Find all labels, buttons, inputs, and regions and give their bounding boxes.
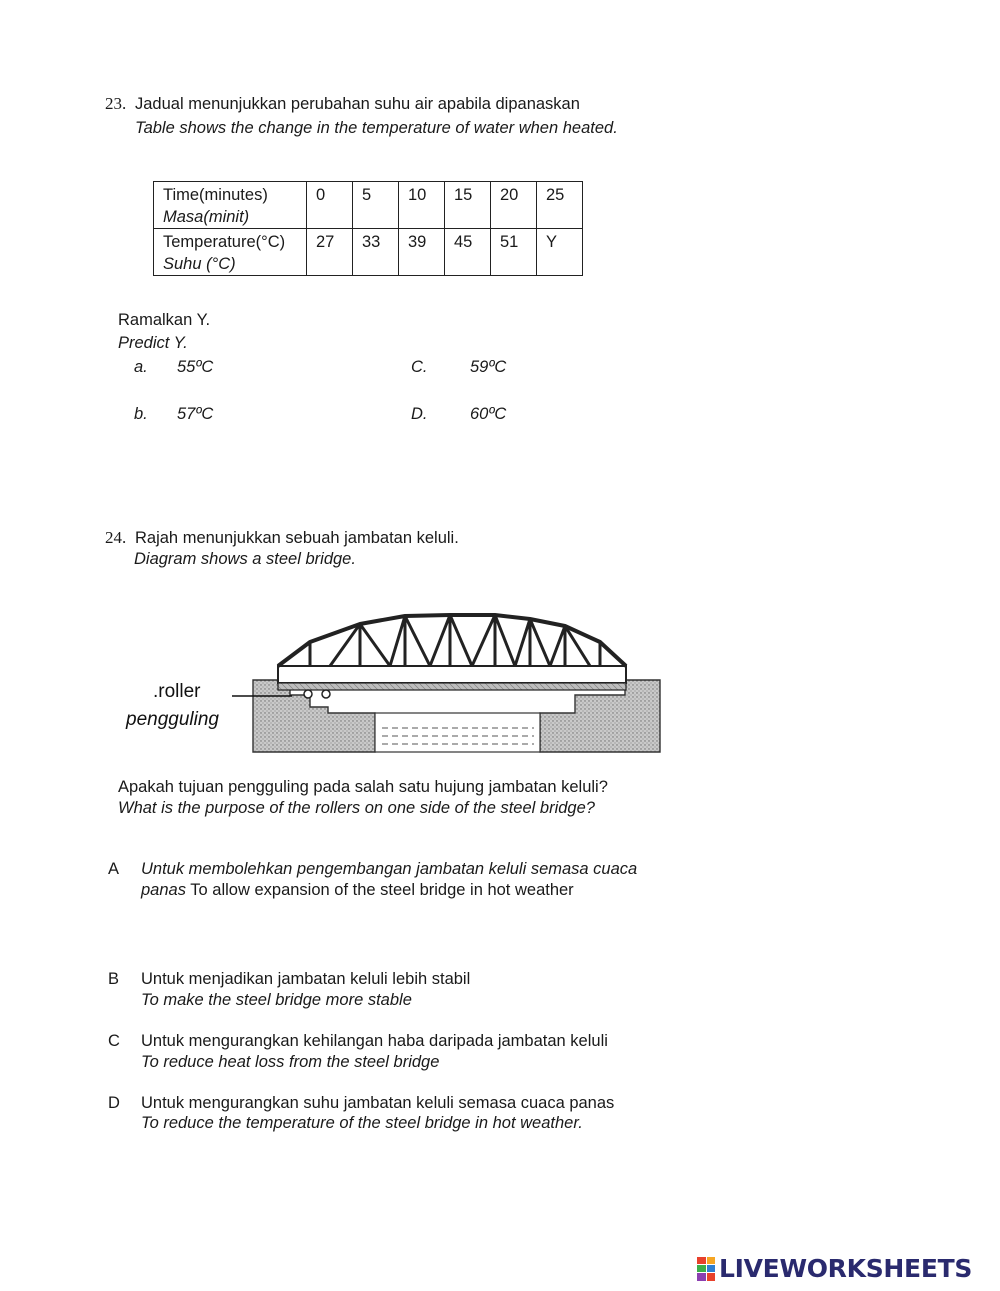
steel-bridge-diagram: [120, 600, 680, 770]
rollers: [304, 690, 330, 698]
q24-option-ms[interactable]: Untuk mengurangkan suhu jambatan keluli semasa cuaca panas: [141, 1094, 615, 1112]
temperature-label-ms: Suhu (°C): [163, 255, 236, 273]
river: [375, 713, 540, 752]
q24-option-en[interactable]: To reduce heat loss from the steel bridge: [141, 1053, 440, 1071]
q24-option-a-line2-en: To allow expansion of the steel bridge in hot weather: [190, 881, 574, 899]
q24-question-ms: Apakah tujuan pengguling pada salah satu hujung jambatan keluli?: [118, 778, 608, 796]
q23-option-text[interactable]: 59ºC: [470, 358, 507, 376]
q23-number: 23.: [105, 94, 127, 113]
right-abutment: [540, 680, 660, 752]
logo-text: LIVEWORKSHEETS: [719, 1254, 973, 1283]
q24-option-en[interactable]: To reduce the temperature of the steel bridge in hot weather.: [141, 1114, 583, 1132]
q24-option-a-line1[interactable]: Untuk membolehkan pengembangan jambatan keluli semasa cuaca: [141, 860, 638, 878]
time-label-en: Time(minutes): [163, 186, 268, 204]
q24-option-a-line2[interactable]: [141, 881, 574, 900]
q24-option-letter[interactable]: C: [108, 1032, 120, 1050]
q24-option-en[interactable]: To make the steel bridge more stable: [141, 991, 412, 1009]
q23-stem-ms: Jadual menunjukkan perubahan suhu air apabila dipanaskan: [135, 95, 580, 113]
bridge-deck: [278, 666, 626, 683]
table-cell: 25: [537, 182, 583, 229]
q23-prompt-en: Predict Y.: [118, 334, 188, 352]
q23-option-letter[interactable]: C.: [411, 358, 428, 376]
table-row-label: [154, 182, 307, 229]
table-row: [154, 229, 583, 276]
table-cell: 51: [491, 229, 537, 276]
logo-icon: [697, 1257, 715, 1281]
q23-option-letter[interactable]: D.: [411, 405, 428, 423]
left-abutment: [253, 680, 375, 752]
q24-option-a-line2-ms: panas: [141, 881, 186, 899]
data-table: [153, 181, 583, 276]
table-cell: Y: [537, 229, 583, 276]
table-cell: 27: [307, 229, 353, 276]
q23-option-text[interactable]: 60ºC: [470, 405, 507, 423]
q23-option-text[interactable]: 57ºC: [177, 405, 214, 423]
table-row: [154, 182, 583, 229]
q24-question-en: What is the purpose of the rollers on one side of the steel bridge?: [118, 799, 595, 817]
q24-option-letter[interactable]: D: [108, 1094, 120, 1112]
q23-prompt-ms: Ramalkan Y.: [118, 311, 211, 329]
table-cell: 45: [445, 229, 491, 276]
table-cell: 15: [445, 182, 491, 229]
table-row-label: [154, 229, 307, 276]
pengguling-label: pengguling: [126, 709, 219, 730]
table-cell: 10: [399, 182, 445, 229]
q24-stem-ms: Rajah menunjukkan sebuah jambatan keluli.: [135, 529, 459, 547]
q24-option-letter[interactable]: B: [108, 970, 120, 988]
temperature-label-en: Temperature(°C): [163, 233, 286, 251]
q23-option-letter[interactable]: a.: [134, 358, 148, 376]
time-label-ms: Masa(minit): [163, 208, 250, 226]
liveworksheets-logo[interactable]: [697, 1254, 972, 1283]
q24-option-ms[interactable]: Untuk mengurangkan kehilangan haba daripada jambatan keluli: [141, 1032, 608, 1050]
table-cell: 5: [353, 182, 399, 229]
q24-number: 24.: [105, 528, 127, 547]
table-cell: 39: [399, 229, 445, 276]
q24-option-ms[interactable]: Untuk menjadikan jambatan keluli lebih stabil: [141, 970, 471, 988]
table-cell: 0: [307, 182, 353, 229]
q23-option-letter[interactable]: b.: [134, 405, 148, 423]
q24-option-letter[interactable]: A: [108, 860, 120, 878]
q23-option-text[interactable]: 55ºC: [177, 358, 214, 376]
q24-stem-en: Diagram shows a steel bridge.: [134, 550, 356, 568]
roller-label: .roller: [153, 681, 201, 702]
q23-stem-en: Table shows the change in the temperature of water when heated.: [135, 119, 618, 137]
table-cell: 20: [491, 182, 537, 229]
table-cell: 33: [353, 229, 399, 276]
